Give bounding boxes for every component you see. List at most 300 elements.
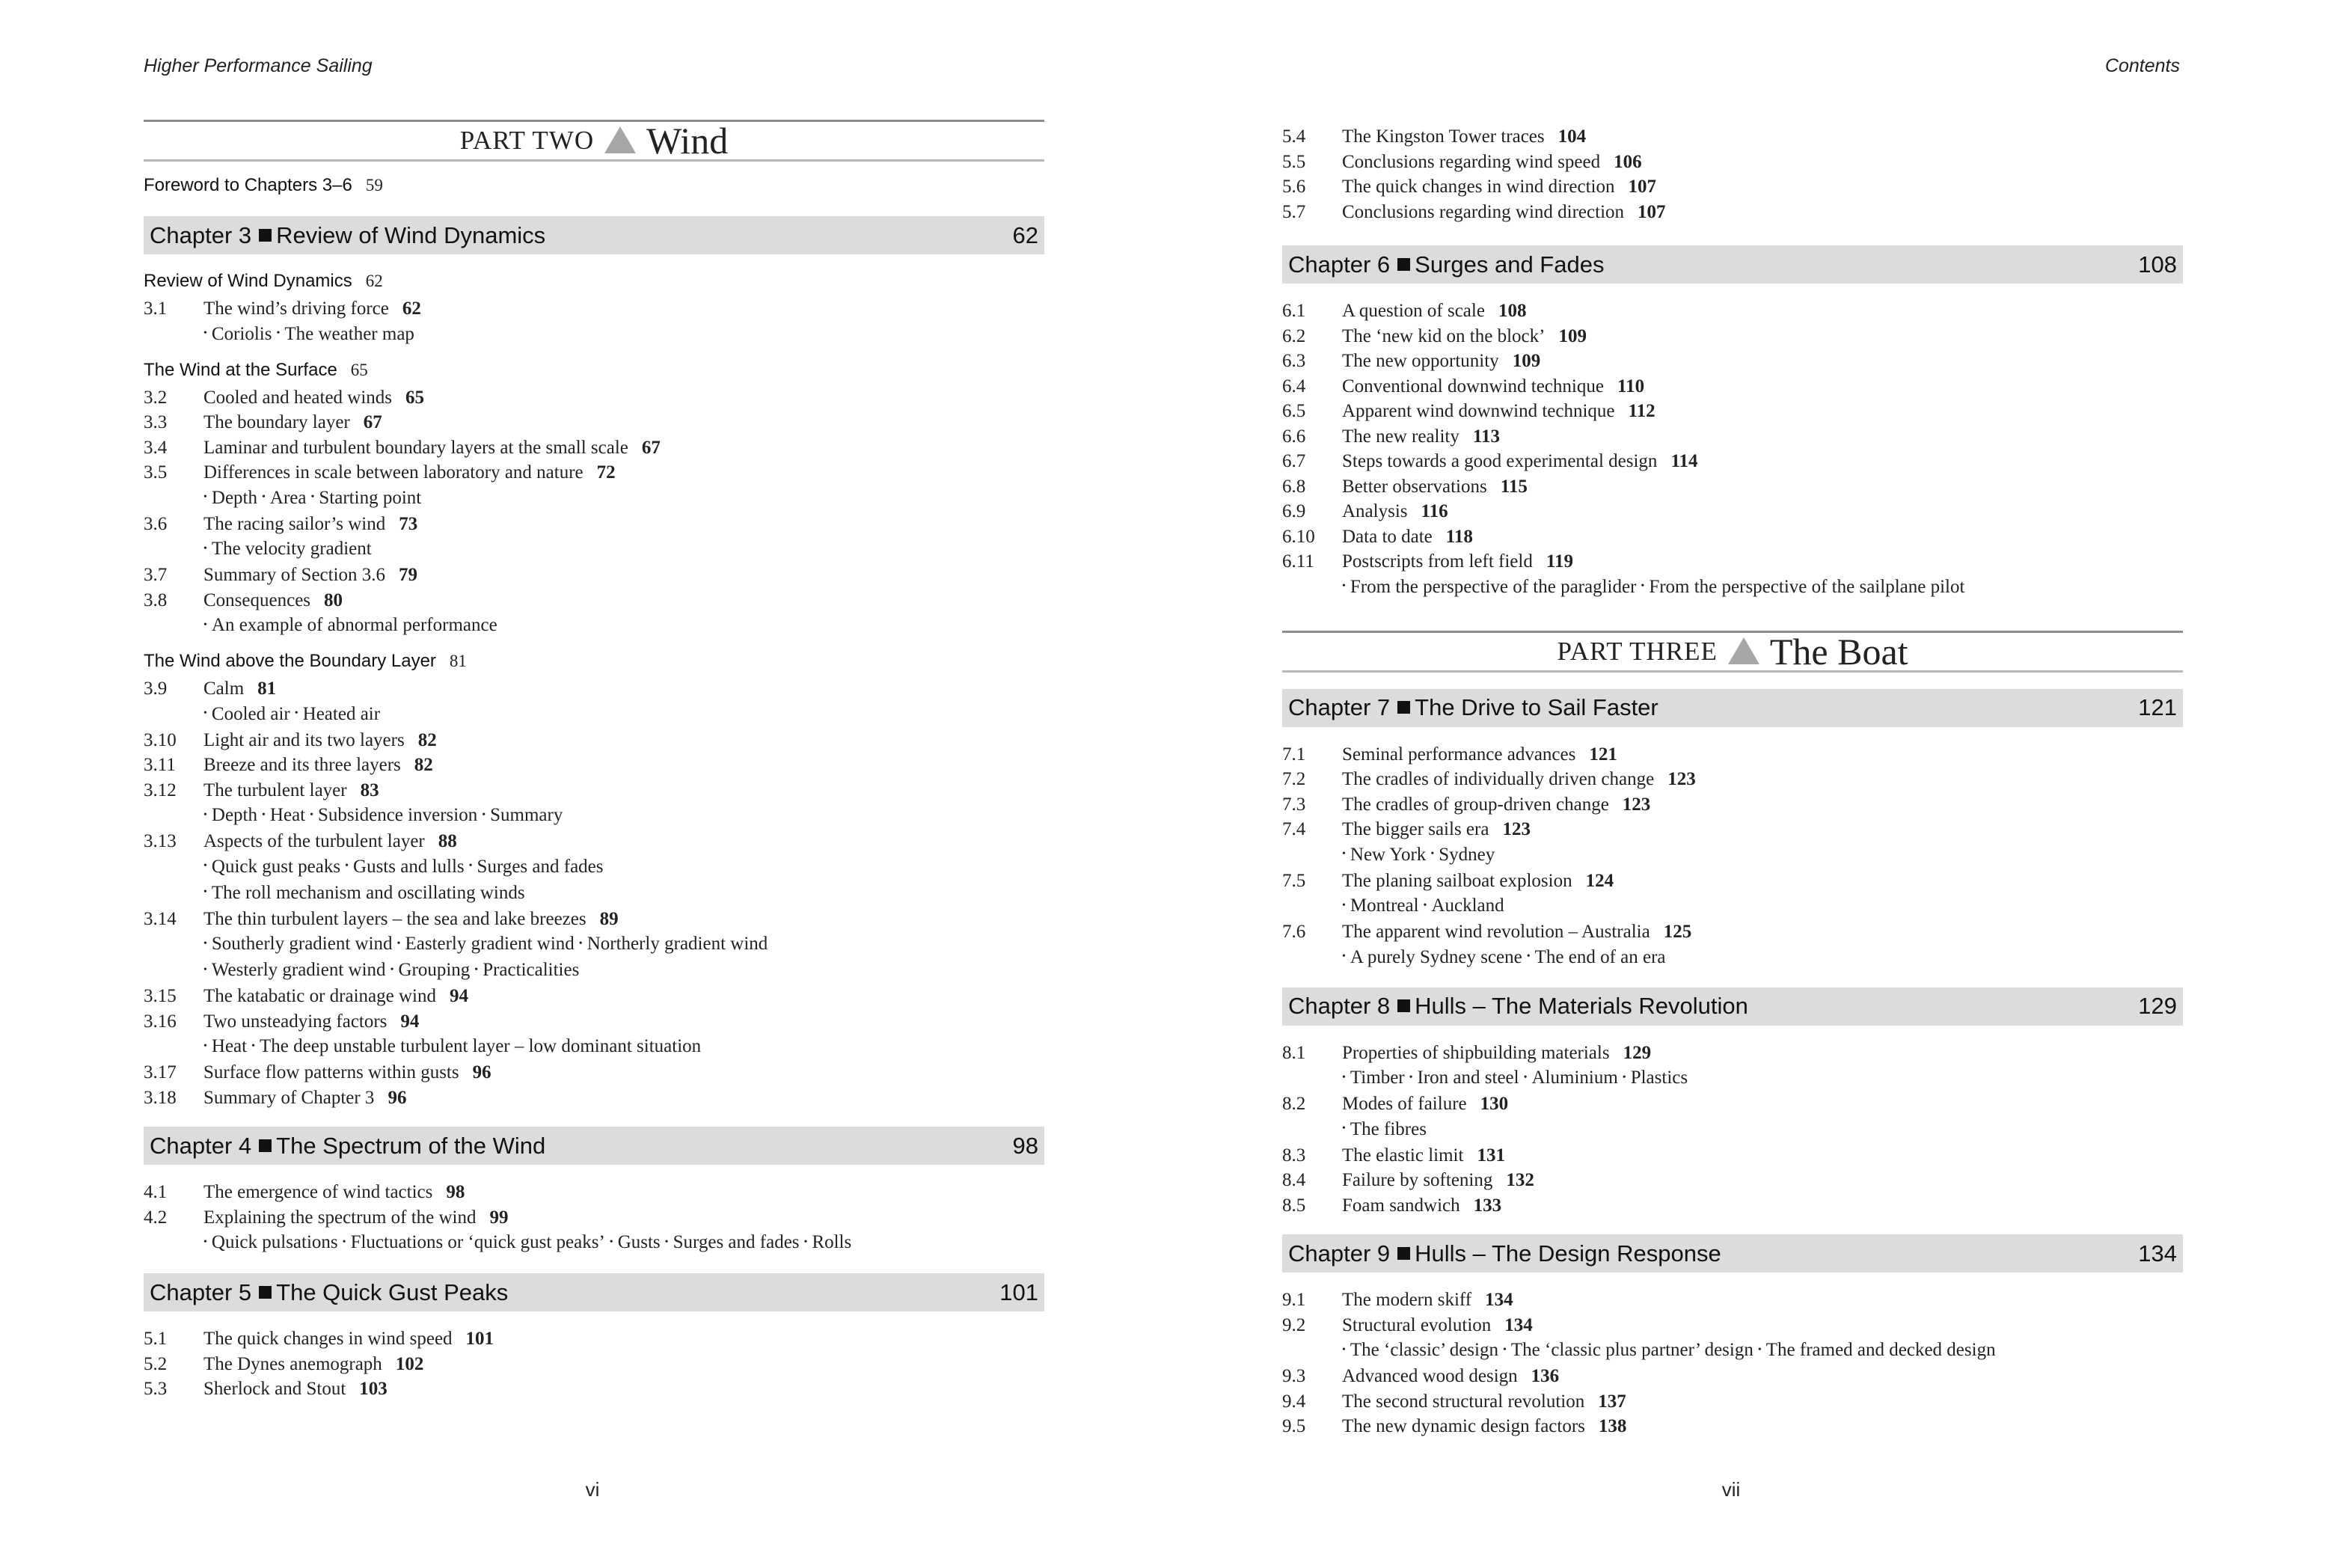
toc-entry[interactable] bbox=[144, 1085, 1044, 1111]
toc-entry[interactable] bbox=[1282, 124, 2183, 150]
bullet-icon: • bbox=[390, 964, 394, 976]
section-title: The apparent wind revolution – Australia bbox=[1342, 922, 1650, 943]
toc-entry[interactable] bbox=[1282, 499, 2183, 524]
toc-entry[interactable] bbox=[1282, 1313, 2183, 1338]
bullet-icon: • bbox=[1342, 848, 1346, 860]
subtopic: Gusts bbox=[617, 1232, 661, 1253]
section-title: Aspects of the turbulent layer bbox=[203, 831, 425, 852]
section-title-line bbox=[1342, 424, 2183, 450]
chapter-page: 134 bbox=[2138, 1240, 2177, 1267]
section-number: 6.4 bbox=[1282, 376, 1306, 396]
chapter-6-entries bbox=[1282, 298, 2183, 601]
section-title: Summary of Section 3.6 bbox=[203, 565, 386, 586]
chapter-title: Chapter 6 Surges and Fades bbox=[1288, 251, 1605, 278]
section-page: 132 bbox=[1506, 1170, 1534, 1191]
section-title: Data to date bbox=[1342, 526, 1433, 547]
chapter-4-entries bbox=[144, 1180, 1044, 1256]
subtopic: Sydney bbox=[1439, 844, 1495, 865]
chapter-7-entries bbox=[1282, 742, 2183, 971]
subtopic: Heated air bbox=[302, 703, 381, 724]
section-number: 5.6 bbox=[1282, 177, 1306, 197]
part-title: Wind bbox=[646, 120, 729, 162]
section-number: 6.9 bbox=[1282, 501, 1306, 521]
toc-entry[interactable] bbox=[144, 563, 1044, 588]
section-number: 3.9 bbox=[144, 679, 168, 699]
toc-entry[interactable] bbox=[1282, 1168, 2183, 1193]
subtopic: Iron and steel bbox=[1417, 1068, 1519, 1088]
subtopic-line bbox=[144, 486, 1044, 512]
chapter-page: 121 bbox=[2138, 694, 2177, 721]
section-title-line bbox=[203, 460, 1044, 486]
part-title: The Boat bbox=[1769, 630, 1908, 673]
toc-entry[interactable] bbox=[1282, 742, 2183, 768]
subtopic: Quick pulsations bbox=[211, 1232, 338, 1253]
section-number: 7.2 bbox=[1282, 769, 1306, 790]
subtopic: Fluctuations or ‘quick gust peaks’ bbox=[350, 1232, 605, 1253]
section-group-entries bbox=[144, 676, 1044, 1110]
bullet-icon: • bbox=[578, 937, 583, 949]
section-title-line bbox=[1342, 524, 2183, 550]
bullet-icon: • bbox=[203, 619, 207, 631]
toc-entry[interactable] bbox=[1282, 817, 2183, 842]
section-title-line bbox=[203, 1180, 1044, 1205]
toc-entry[interactable] bbox=[1282, 1193, 2183, 1219]
section-page: 83 bbox=[360, 780, 379, 800]
section-number: 3.12 bbox=[144, 780, 177, 800]
toc-entry[interactable] bbox=[144, 1205, 1044, 1231]
right-page bbox=[1282, 0, 2180, 1568]
section-page: 113 bbox=[1472, 426, 1500, 447]
section-title: The planing sailboat explosion bbox=[1342, 870, 1572, 891]
section-page: 129 bbox=[1623, 1042, 1652, 1063]
square-icon bbox=[1397, 1247, 1410, 1260]
left-page bbox=[144, 0, 1041, 1568]
toc-entry[interactable] bbox=[144, 728, 1044, 753]
section-title-line bbox=[203, 1205, 1044, 1231]
toc-entry[interactable] bbox=[1282, 424, 2183, 450]
section-page: 134 bbox=[1485, 1290, 1513, 1311]
bullet-icon: • bbox=[1641, 581, 1645, 592]
section-number: 8.2 bbox=[1282, 1094, 1306, 1115]
section-page: 82 bbox=[414, 755, 433, 776]
section-title: The thin turbulent layers – the sea and lake breezes bbox=[203, 908, 586, 929]
folio-left: vi bbox=[585, 1478, 600, 1501]
toc-entry[interactable] bbox=[1282, 324, 2183, 349]
section-title: The boundary layer bbox=[203, 412, 350, 433]
chapter-3-heading[interactable] bbox=[144, 216, 1044, 254]
toc-entry[interactable] bbox=[1282, 474, 2183, 500]
bullet-icon: • bbox=[203, 860, 207, 872]
subtopic-line bbox=[144, 881, 1044, 907]
section-page: 119 bbox=[1546, 551, 1573, 572]
subtopic: Coriolis bbox=[211, 323, 272, 344]
section-title: The second structural revolution bbox=[1342, 1391, 1585, 1412]
section-title-line bbox=[1342, 499, 2183, 524]
section-title-line bbox=[203, 1085, 1044, 1111]
section-page: 114 bbox=[1670, 451, 1698, 471]
section-page: 103 bbox=[359, 1379, 388, 1400]
section-group-heading[interactable] bbox=[144, 360, 1044, 381]
toc-entry[interactable] bbox=[1282, 150, 2183, 175]
section-title-line bbox=[203, 435, 1044, 461]
toc-entry[interactable] bbox=[1282, 869, 2183, 894]
running-head-left: Higher Performance Sailing bbox=[144, 55, 373, 76]
section-title: Explaining the spectrum of the wind bbox=[203, 1207, 477, 1228]
chapter-8-heading[interactable] bbox=[1282, 987, 2183, 1026]
subtopic-line bbox=[1282, 575, 2183, 601]
bullet-icon: • bbox=[203, 809, 207, 821]
section-page: 109 bbox=[1558, 325, 1587, 346]
toc-entry[interactable] bbox=[1282, 524, 2183, 550]
section-title-line bbox=[203, 778, 1044, 803]
left-content bbox=[144, 120, 1044, 1402]
section-page: 96 bbox=[388, 1087, 407, 1108]
toc-entry[interactable] bbox=[1282, 174, 2183, 200]
section-number: 3.8 bbox=[144, 589, 168, 610]
toc-entry[interactable] bbox=[1282, 200, 2183, 225]
section-number: 3.13 bbox=[144, 831, 177, 852]
section-page: 134 bbox=[1504, 1314, 1533, 1335]
chapter-4-heading[interactable] bbox=[144, 1127, 1044, 1165]
subtopic-line bbox=[144, 536, 1044, 563]
section-number: 6.11 bbox=[1282, 551, 1314, 572]
section-title: The katabatic or drainage wind bbox=[203, 986, 436, 1007]
chapter-7-heading[interactable] bbox=[1282, 689, 2183, 727]
section-title-line bbox=[1342, 349, 2183, 374]
section-number: 9.3 bbox=[1282, 1366, 1306, 1387]
bullet-icon: • bbox=[1342, 1344, 1346, 1356]
bullet-icon: • bbox=[1342, 1071, 1346, 1083]
bullet-icon: • bbox=[1342, 1123, 1346, 1135]
bullet-icon: • bbox=[1409, 1071, 1413, 1083]
bullet-icon: • bbox=[203, 708, 207, 720]
bullet-icon: • bbox=[294, 708, 298, 720]
subtopic: Depth bbox=[211, 805, 258, 826]
section-page: 101 bbox=[465, 1329, 494, 1350]
toc-entry[interactable] bbox=[144, 1326, 1044, 1352]
subtopic: The ‘classic plus partner’ design bbox=[1510, 1340, 1753, 1361]
section-title: Properties of shipbuilding materials bbox=[1342, 1042, 1610, 1063]
subtopic-line bbox=[144, 322, 1044, 348]
section-title-line bbox=[1342, 1168, 2183, 1193]
section-title-line bbox=[203, 588, 1044, 613]
subtopic: The velocity gradient bbox=[211, 539, 372, 560]
chapter-page: 62 bbox=[1012, 221, 1038, 248]
chapter-9-heading[interactable] bbox=[1282, 1234, 2183, 1273]
section-page: 62 bbox=[402, 298, 421, 319]
section-page: 94 bbox=[400, 1011, 420, 1032]
section-number: 4.1 bbox=[144, 1182, 168, 1203]
bullet-icon: • bbox=[342, 1236, 346, 1248]
foreword-entry[interactable] bbox=[144, 175, 1044, 196]
square-icon bbox=[259, 229, 272, 242]
section-title-line bbox=[203, 907, 1044, 932]
section-title-line bbox=[203, 1009, 1044, 1035]
section-title: Modes of failure bbox=[1342, 1094, 1467, 1115]
bullet-icon: • bbox=[262, 809, 266, 821]
chapter-5-heading[interactable] bbox=[144, 1273, 1044, 1311]
section-title-line bbox=[1342, 1287, 2183, 1313]
toc-entry[interactable] bbox=[1282, 1041, 2183, 1066]
toc-entry[interactable] bbox=[144, 1180, 1044, 1205]
square-icon bbox=[1397, 999, 1410, 1012]
section-page: 131 bbox=[1477, 1145, 1505, 1166]
bullet-icon: • bbox=[1757, 1344, 1762, 1356]
subtopic: Gusts and lulls bbox=[353, 856, 465, 877]
bullet-icon: • bbox=[1342, 951, 1346, 963]
section-title-line bbox=[203, 1326, 1044, 1352]
section-page: 121 bbox=[1589, 744, 1617, 765]
section-title-line bbox=[1342, 1091, 2183, 1117]
section-title-line bbox=[203, 1352, 1044, 1377]
section-title-line bbox=[1342, 1389, 2183, 1415]
subtopic: Northerly gradient wind bbox=[586, 934, 768, 955]
section-title-line bbox=[1342, 817, 2183, 842]
toc-entry[interactable] bbox=[144, 1060, 1044, 1085]
toc-entry[interactable] bbox=[144, 829, 1044, 854]
toc-entry[interactable] bbox=[144, 410, 1044, 435]
chapter-3-entries bbox=[144, 271, 1044, 1110]
subtopic-line bbox=[1282, 1338, 2183, 1364]
section-page: 89 bbox=[599, 908, 619, 929]
section-title-line bbox=[1342, 549, 2183, 575]
toc-entry[interactable] bbox=[144, 1009, 1044, 1035]
part-two-heading bbox=[144, 120, 1044, 162]
toc-entry[interactable] bbox=[1282, 1143, 2183, 1169]
section-page: 125 bbox=[1663, 922, 1692, 943]
section-number: 3.18 bbox=[144, 1087, 177, 1108]
group-page: 81 bbox=[449, 652, 467, 671]
toc-entry[interactable] bbox=[1282, 1364, 2183, 1389]
section-title: Differences in scale between laboratory and nature bbox=[203, 462, 584, 483]
subtopic-line bbox=[144, 1230, 1044, 1256]
section-title-line bbox=[1342, 919, 2183, 945]
chapter-title: Chapter 4 The Spectrum of the Wind bbox=[150, 1132, 546, 1159]
section-title-line bbox=[1342, 474, 2183, 500]
toc-entry[interactable] bbox=[144, 778, 1044, 803]
section-page: 96 bbox=[472, 1062, 491, 1083]
triangle-icon bbox=[1728, 637, 1759, 664]
section-number: 7.3 bbox=[1282, 794, 1306, 815]
toc-entry[interactable] bbox=[144, 460, 1044, 486]
section-title: The Dynes anemograph bbox=[203, 1353, 382, 1374]
section-title-line bbox=[1342, 742, 2183, 768]
subtopic: Practicalities bbox=[483, 960, 580, 981]
section-title-line bbox=[203, 563, 1044, 588]
section-title: Structural evolution bbox=[1342, 1314, 1492, 1335]
section-page: 73 bbox=[399, 513, 418, 534]
toc-entry[interactable] bbox=[144, 1376, 1044, 1402]
chapter-title: Chapter 9 Hulls – The Design Response bbox=[1288, 1240, 1721, 1267]
section-page: 88 bbox=[438, 831, 457, 852]
bullet-icon: • bbox=[262, 491, 266, 503]
section-title-line bbox=[1342, 1143, 2183, 1169]
bullet-icon: • bbox=[310, 809, 314, 821]
section-number: 6.6 bbox=[1282, 426, 1306, 447]
subtopic-line bbox=[1282, 842, 2183, 869]
section-title: Summary of Chapter 3 bbox=[203, 1087, 375, 1108]
bullet-icon: • bbox=[803, 1236, 808, 1248]
section-number: 9.5 bbox=[1282, 1416, 1306, 1437]
section-number: 4.2 bbox=[144, 1207, 168, 1228]
subtopic: Area bbox=[269, 487, 307, 508]
section-number: 7.4 bbox=[1282, 819, 1306, 840]
section-group-heading[interactable] bbox=[144, 651, 1044, 672]
section-number: 6.10 bbox=[1282, 526, 1315, 547]
section-number: 3.14 bbox=[144, 908, 177, 929]
section-page: 123 bbox=[1622, 794, 1651, 815]
subtopic: Timber bbox=[1350, 1068, 1405, 1088]
subtopic: Summary bbox=[490, 805, 563, 826]
bullet-icon: • bbox=[1423, 899, 1427, 911]
chapter-page: 108 bbox=[2138, 251, 2177, 278]
section-title-line bbox=[203, 984, 1044, 1009]
subtopic: Aluminium bbox=[1531, 1068, 1618, 1088]
section-page: 67 bbox=[641, 437, 661, 458]
subtopic: The fibres bbox=[1350, 1118, 1427, 1139]
bullet-icon: • bbox=[1342, 581, 1346, 592]
subtopic: Starting point bbox=[319, 487, 422, 508]
section-page: 110 bbox=[1617, 376, 1645, 396]
section-number: 8.1 bbox=[1282, 1042, 1306, 1063]
section-number: 3.2 bbox=[144, 387, 168, 408]
toc-entry[interactable] bbox=[144, 588, 1044, 613]
section-page: 106 bbox=[1614, 151, 1642, 172]
toc-entry[interactable] bbox=[144, 907, 1044, 932]
section-page: 108 bbox=[1498, 301, 1527, 321]
section-title-line bbox=[1342, 792, 2183, 818]
toc-entry[interactable] bbox=[1282, 1389, 2183, 1415]
toc-entry[interactable] bbox=[1282, 449, 2183, 474]
section-title-line bbox=[203, 296, 1044, 322]
section-group-entries bbox=[144, 385, 1044, 640]
section-title-line bbox=[1342, 1313, 2183, 1338]
section-group-entries bbox=[144, 296, 1044, 348]
subtopic: Grouping bbox=[398, 960, 471, 981]
section-title: The quick changes in wind direction bbox=[1342, 177, 1615, 197]
subtopic: Heat bbox=[211, 1036, 248, 1057]
section-title: Advanced wood design bbox=[1342, 1366, 1518, 1387]
toc-entry[interactable] bbox=[1282, 1414, 2183, 1439]
bullet-icon: • bbox=[468, 860, 473, 872]
subtopic: The ‘classic’ design bbox=[1350, 1340, 1498, 1361]
subtopic-line bbox=[144, 854, 1044, 881]
bullet-icon: • bbox=[310, 491, 315, 503]
running-head-right: Contents bbox=[2104, 55, 2180, 76]
subtopic: A purely Sydney scene bbox=[1350, 946, 1522, 967]
chapter-5-continued-entries bbox=[1282, 124, 2183, 224]
toc-entry[interactable] bbox=[1282, 549, 2183, 575]
section-number: 8.5 bbox=[1282, 1195, 1306, 1216]
toc-entry[interactable] bbox=[1282, 349, 2183, 374]
toc-entry[interactable] bbox=[1282, 792, 2183, 818]
section-number: 5.7 bbox=[1282, 201, 1306, 222]
subtopic: The weather map bbox=[284, 323, 414, 344]
section-title: Postscripts from left field bbox=[1342, 551, 1533, 572]
bullet-icon: • bbox=[1430, 848, 1435, 860]
section-title: The cradles of group-driven change bbox=[1342, 794, 1609, 815]
chapter-9-entries bbox=[1282, 1287, 2183, 1439]
section-title: A question of scale bbox=[1342, 301, 1485, 321]
subtopic: From the perspective of the paraglider bbox=[1350, 576, 1637, 597]
toc-entry[interactable] bbox=[1282, 399, 2183, 424]
section-page: 136 bbox=[1531, 1366, 1560, 1387]
section-title-line bbox=[1342, 449, 2183, 474]
subtopic-line bbox=[144, 1034, 1044, 1060]
section-title-line bbox=[1342, 1041, 2183, 1066]
section-title-line bbox=[1342, 1193, 2183, 1219]
subtopic: Plastics bbox=[1630, 1068, 1688, 1088]
toc-entry[interactable] bbox=[1282, 1091, 2183, 1117]
toc-entry[interactable] bbox=[144, 296, 1044, 322]
toc-entry[interactable] bbox=[1282, 374, 2183, 399]
toc-entry[interactable] bbox=[144, 753, 1044, 778]
subtopic: An example of abnormal performance bbox=[211, 615, 497, 636]
part-three-heading bbox=[1282, 631, 2183, 673]
subtopic: Heat bbox=[269, 805, 306, 826]
section-title: Steps towards a good experimental design bbox=[1342, 451, 1658, 471]
section-title: Sherlock and Stout bbox=[203, 1379, 346, 1400]
toc-entry[interactable] bbox=[144, 512, 1044, 537]
bullet-icon: • bbox=[203, 964, 207, 976]
toc-entry[interactable] bbox=[144, 1352, 1044, 1377]
section-group-heading[interactable] bbox=[144, 271, 1044, 292]
chapter-page: 129 bbox=[2138, 993, 2177, 1020]
section-number: 7.6 bbox=[1282, 922, 1306, 943]
bullet-icon: • bbox=[474, 964, 479, 976]
toc-entry[interactable] bbox=[144, 676, 1044, 702]
section-title: The racing sailor’s wind bbox=[203, 513, 386, 534]
subtopic-line bbox=[144, 803, 1044, 829]
subtopic: From the perspective of the sailplane pilot bbox=[1649, 576, 1965, 597]
subtopic: Westerly gradient wind bbox=[211, 960, 386, 981]
group-title: The Wind at the Surface bbox=[144, 359, 337, 380]
toc-entry[interactable] bbox=[144, 984, 1044, 1009]
section-title: Better observations bbox=[1342, 476, 1487, 497]
bullet-icon: • bbox=[396, 937, 401, 949]
section-page: 138 bbox=[1598, 1416, 1627, 1437]
section-page: 82 bbox=[417, 729, 437, 750]
square-icon bbox=[1397, 258, 1410, 271]
chapter-page: 98 bbox=[1012, 1132, 1038, 1159]
toc-entry[interactable] bbox=[1282, 919, 2183, 945]
toc-entry[interactable] bbox=[1282, 1287, 2183, 1313]
foreword-text: Foreword to Chapters 3–6 bbox=[144, 175, 352, 195]
toc-entry[interactable] bbox=[144, 385, 1044, 411]
section-title-line bbox=[1342, 124, 2183, 150]
group-page: 62 bbox=[365, 272, 383, 290]
chapter-6-heading[interactable] bbox=[1282, 245, 2183, 284]
section-title: Conventional downwind technique bbox=[1342, 376, 1604, 396]
section-title-line bbox=[1342, 174, 2183, 200]
section-page: 124 bbox=[1585, 870, 1614, 891]
section-title: Foam sandwich bbox=[1342, 1195, 1460, 1216]
section-page: 79 bbox=[399, 565, 418, 586]
section-title: Breeze and its three layers bbox=[203, 755, 401, 776]
section-page: 72 bbox=[596, 462, 616, 483]
bullet-icon: • bbox=[203, 1040, 207, 1052]
section-title: Analysis bbox=[1342, 501, 1408, 521]
section-title-line bbox=[1342, 150, 2183, 175]
bullet-icon: • bbox=[203, 328, 207, 340]
chapter-title: Chapter 3 Review of Wind Dynamics bbox=[150, 221, 546, 248]
section-page: 133 bbox=[1473, 1195, 1502, 1216]
toc-entry[interactable] bbox=[1282, 298, 2183, 324]
section-title-line bbox=[203, 676, 1044, 702]
toc-entry[interactable] bbox=[1282, 767, 2183, 792]
toc-entry[interactable] bbox=[144, 435, 1044, 461]
section-title: The turbulent layer bbox=[203, 780, 347, 800]
